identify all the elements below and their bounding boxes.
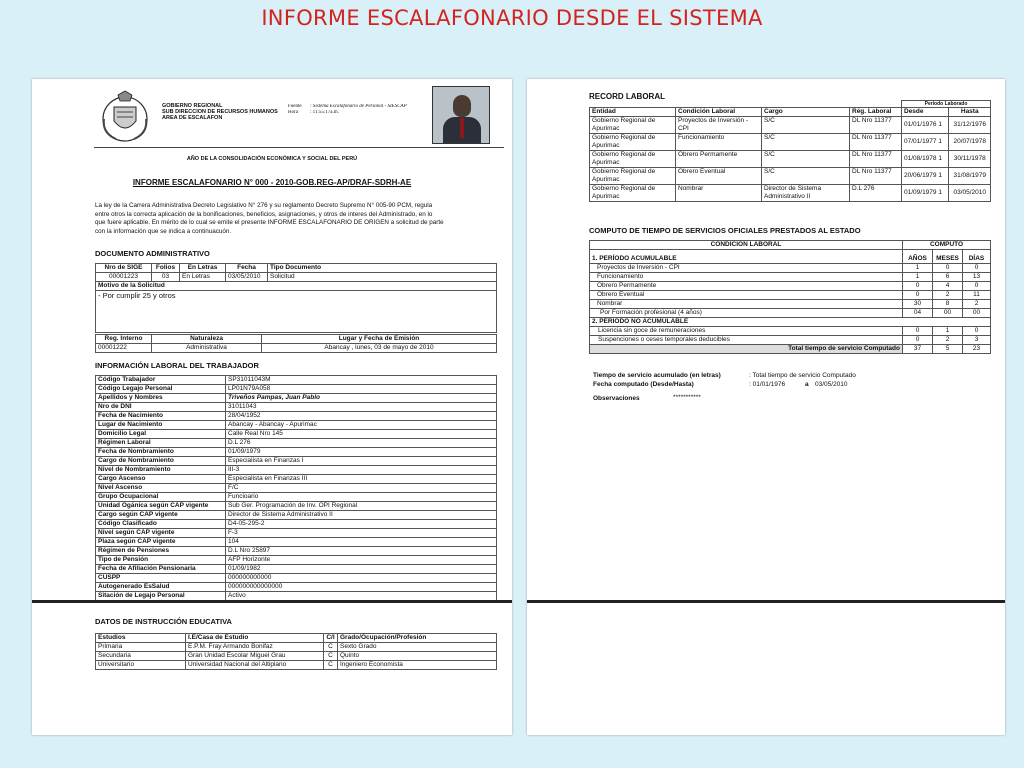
record-cell-line: Gobierno Regional de: [592, 117, 656, 124]
edu-cell: Secundaria: [96, 652, 186, 661]
worker-row: [96, 547, 497, 556]
computo-table: [589, 240, 991, 354]
record-cell-line: Gobierno Regional de: [592, 185, 656, 192]
computo-value: 1: [933, 327, 963, 336]
worker-row: [96, 421, 497, 430]
record-row: [590, 117, 991, 134]
record-cell: [676, 117, 762, 134]
reg-header: Lugar y Fecha de Emisión: [262, 335, 497, 344]
record-row: [590, 151, 991, 168]
coat-of-arms-icon: [100, 89, 150, 143]
worker-field-label: Código Clasificado: [96, 520, 226, 529]
worker-field-label: Tipo de Pensión: [96, 556, 226, 565]
record-cell: [590, 134, 676, 151]
computo-value: 3: [963, 336, 991, 345]
record-cell: [676, 168, 762, 185]
record-cell: DL Nro 11377: [850, 134, 902, 151]
record-header: Desde: [902, 108, 949, 117]
worker-field-value: Especialista en Finanzas I: [226, 457, 497, 466]
computo-value: 6: [933, 273, 963, 282]
worker-field-label: Autogenerado EsSalud: [96, 583, 226, 592]
computo-value: 30: [903, 300, 933, 309]
computo-concept: Suspenciones o ceses temporales deducibles: [590, 336, 903, 345]
worker-field-label: Fecha de Nacimiento: [96, 412, 226, 421]
worker-field-value: 01/09/1982: [226, 565, 497, 574]
record-cell-line: Obrero Permamente: [678, 151, 738, 158]
header-divider: [94, 147, 504, 148]
period-header: Periodo Laborado: [902, 101, 991, 108]
summary-date-to: 03/05/2010: [815, 381, 848, 388]
computo-value: 2: [963, 300, 991, 309]
worker-field-label: Sitación de Legajo Personal: [96, 592, 226, 601]
worker-field-label: Nivel según CAP vigente: [96, 529, 226, 538]
record-cell: 31/08/1979: [949, 168, 991, 185]
total-label: Total tiempo de servicio Computado: [590, 345, 903, 354]
worker-field-value: Funcioario: [226, 493, 497, 502]
worker-row: [96, 583, 497, 592]
worker-field-value: III-3: [226, 466, 497, 475]
reg-cell: Administrativa: [152, 344, 262, 353]
computo-value: 2: [933, 291, 963, 300]
record-cell: DL Nro 11377: [850, 168, 902, 185]
computo-cond-header: CONDICIÓN LABORAL: [590, 241, 903, 250]
record-cell-line: Gobierno Regional de: [592, 151, 656, 158]
record-cell: DL Nro 11377: [850, 117, 902, 134]
worker-row: [96, 556, 497, 565]
scan-edge: [32, 600, 512, 603]
time-value: : 11:55:17a.m.: [310, 110, 339, 115]
worker-row: [96, 529, 497, 538]
computo-subheader: AÑOS: [903, 250, 933, 264]
record-cell: 01/09/1979 1: [902, 185, 949, 202]
computo-value: 04: [903, 309, 933, 318]
record-cell: [590, 117, 676, 134]
edu-header: Grado/Ocupación/Profesión: [338, 634, 497, 643]
record-cell: [762, 134, 850, 151]
doc-header: Tipo Documento: [268, 264, 497, 273]
computo-value: 0: [903, 327, 933, 336]
worker-field-value: D4-05-295-2: [226, 520, 497, 529]
record-cell: [762, 168, 850, 185]
worker-field-value: D.L 276: [226, 439, 497, 448]
computo-value: 4: [933, 282, 963, 291]
worker-row: [96, 394, 497, 403]
org-line-1: GOBIERNO REGIONAL: [162, 103, 223, 109]
worker-field-value: Especialista en Finanzas III: [226, 475, 497, 484]
doc-cell: 03: [152, 273, 180, 282]
record-cell: [676, 151, 762, 168]
worker-field-value: Abancay - Abancay - Apurimac: [226, 421, 497, 430]
worker-field-label: Régimen de Pensiones: [96, 547, 226, 556]
computo-value: 0: [903, 291, 933, 300]
edu-cell: Gran Unidad Escolar Miguel Grau: [186, 652, 324, 661]
worker-field-value: D.L Nro 25897: [226, 547, 497, 556]
record-cell-line: Proyectos de Inversión -: [678, 117, 749, 124]
record-cell-line: S/C: [764, 117, 775, 124]
worker-field-value: 01/09/1979: [226, 448, 497, 457]
worker-row: [96, 475, 497, 484]
computo-subheader: MESES: [933, 250, 963, 264]
org-line-2: SUB DIRECCIÓN DE RECURSOS HUMANOS: [162, 109, 278, 115]
doc-header: En Letras: [180, 264, 226, 273]
obs-value: ***********: [673, 394, 701, 401]
doc-section-title: DOCUMENTO ADMINISTRATIVO: [95, 249, 210, 258]
edu-header: Estudios: [96, 634, 186, 643]
worker-field-value: 000000000000: [226, 574, 497, 583]
record-cell-line: Administrativo II: [764, 193, 811, 200]
computo-value: 1: [903, 273, 933, 282]
motivo-value: - Por cumplir 25 y otros: [96, 291, 497, 333]
worker-field-value: LP01N79A058: [226, 385, 497, 394]
worker-field-value: 000000000000000: [226, 583, 497, 592]
worker-field-label: Fecha de Nombramiento: [96, 448, 226, 457]
reg-header: Naturaleza: [152, 335, 262, 344]
intro-line: que fuere aplicable. En mérito de lo cual se emite el presente INFORME ESCALAFONARIO DE ORIGEN a solicitud de parte: [95, 219, 444, 226]
record-cell-line: CPI: [678, 125, 689, 132]
worker-row: [96, 520, 497, 529]
worker-row: [96, 412, 497, 421]
record-cell: 20/06/1979 1: [902, 168, 949, 185]
record-cell-line: Apurimac: [592, 176, 620, 183]
computo-value: 1: [903, 264, 933, 273]
worker-field-label: Plaza según CAP vigente: [96, 538, 226, 547]
report-page-left: [32, 79, 512, 735]
report-title: INFORME ESCALAFONARIO N° 000 - 2010-GOB.REG-AP/DRAF-SDRH-AE: [132, 178, 412, 187]
edu-cell: Ingeniero Economista: [338, 661, 497, 670]
worker-field-label: Cargo Ascenso: [96, 475, 226, 484]
edu-header: I.E/Casa de Estudio: [186, 634, 324, 643]
worker-field-value: 28/04/1952: [226, 412, 497, 421]
edu-cell: Quinto: [338, 652, 497, 661]
acum-label: 1. PERÍODO ACUMULABLE: [590, 250, 903, 264]
computo-value: 00: [933, 309, 963, 318]
motivo-label: Motivo de la Solicitud: [96, 282, 497, 291]
record-title: RECORD LABORAL: [589, 92, 665, 101]
record-cell: [590, 151, 676, 168]
worker-field-label: Nivel de Nombramiento: [96, 466, 226, 475]
worker-field-label: Domicilio Legal: [96, 430, 226, 439]
worker-field-label: Cargo según CAP vigente: [96, 511, 226, 520]
record-cell: [676, 185, 762, 202]
computo-value: 0: [963, 327, 991, 336]
intro-line: La ley de la Carrera Administrativa Decreto Legislativo N° 276 y su reglamento Decreto Supremo N° 005-90 PCM, regula: [95, 202, 433, 209]
record-cell-line: S/C: [764, 151, 775, 158]
record-cell: [762, 151, 850, 168]
doc-cell: En Letras: [180, 273, 226, 282]
computo-header: COMPUTO: [903, 241, 991, 250]
record-table: [589, 100, 991, 202]
record-cell-line: S/C: [764, 134, 775, 141]
worker-field-value: Triveños Pampas, Juan Pablo: [226, 394, 497, 403]
worker-row: [96, 457, 497, 466]
computo-row: [590, 309, 991, 318]
edu-cell: C: [324, 661, 338, 670]
worker-field-label: Grupo Ocupacional: [96, 493, 226, 502]
record-row: [590, 134, 991, 151]
worker-field-label: Lugar de Nacimiento: [96, 421, 226, 430]
computo-row: [590, 327, 991, 336]
computo-value: 11: [963, 291, 991, 300]
edu-cell: Sexto Grado: [338, 643, 497, 652]
computo-value: 00: [963, 309, 991, 318]
record-cell: 01/01/1976 1: [902, 117, 949, 134]
computo-value: 0: [963, 264, 991, 273]
worker-field-label: Código Legajo Personal: [96, 385, 226, 394]
worker-row: [96, 538, 497, 547]
reg-cell: Abancay , lunes, 03 de mayo de 2010: [262, 344, 497, 353]
record-cell-line: Gobierno Regional de: [592, 168, 656, 175]
reg-cell: 00001222: [96, 344, 152, 353]
year-motto: AÑO DE LA CONSOLIDACIÓN ECONÓMICA Y SOCIAL DEL PERÚ: [186, 156, 358, 162]
record-cell-line: Apurimac: [592, 142, 620, 149]
edu-cell: C: [324, 652, 338, 661]
record-header: Condición Laboral: [676, 108, 762, 117]
record-cell-line: S/C: [764, 168, 775, 175]
reg-header: Reg. Interno: [96, 335, 152, 344]
worker-field-value: Director de Sistema Administrativo II: [226, 511, 497, 520]
edu-header: C/I: [324, 634, 338, 643]
doc-header: Nro de SIGE: [96, 264, 152, 273]
worker-field-label: Apellidos y Nombres: [96, 394, 226, 403]
record-header: Rég. Laboral: [850, 108, 902, 117]
computo-row: [590, 282, 991, 291]
record-row: [590, 168, 991, 185]
worker-field-label: Nro de DNI: [96, 403, 226, 412]
summary-date-sep: a: [805, 381, 809, 388]
worker-row: [96, 502, 497, 511]
worker-field-label: CUSPP: [96, 574, 226, 583]
worker-field-label: Unidad Ogánica según CAP vigente: [96, 502, 226, 511]
computo-concept: Funcionamiento: [590, 273, 903, 282]
edu-cell: E.P.M. Fray Armando Bonifaz: [186, 643, 324, 652]
edu-cell: Universidad Nacional del Altiplano: [186, 661, 324, 670]
summary-time-value: : Total tiempo de servicio Computado: [749, 372, 856, 379]
scan-edge: [527, 600, 1005, 603]
worker-section-title: INFORMACIÓN LABORAL DEL TRABAJADOR: [95, 361, 259, 370]
record-cell: 01/08/1978 1: [902, 151, 949, 168]
worker-row: [96, 448, 497, 457]
record-cell: 30/11/1978: [949, 151, 991, 168]
worker-field-value: SP31011043M: [226, 376, 497, 385]
report-page-right: [527, 79, 1005, 735]
computo-subheader: DÍAS: [963, 250, 991, 264]
worker-field-label: Nivel Ascenso: [96, 484, 226, 493]
total-value: 37: [903, 345, 933, 354]
record-cell: [590, 168, 676, 185]
total-value: 23: [963, 345, 991, 354]
worker-field-label: Régimen Laboral: [96, 439, 226, 448]
record-cell: 07/01/1977 1: [902, 134, 949, 151]
computo-concept: Proyectos de Inversión - CPI: [590, 264, 903, 273]
worker-row: [96, 385, 497, 394]
intro-line: con la información que se indica a continuacuón.: [95, 227, 232, 235]
worker-row: [96, 484, 497, 493]
record-cell: [762, 117, 850, 134]
computo-concept: Licencia sin goce de remuneraciones: [590, 327, 903, 336]
computo-title: COMPUTO DE TIEMPO DE SERVICIOS OFICIALES PRESTADOS AL ESTADO: [589, 226, 861, 235]
record-cell: 20/07/1978: [949, 134, 991, 151]
worker-row: [96, 439, 497, 448]
worker-field-value: F/C: [226, 484, 497, 493]
record-row: [590, 185, 991, 202]
reg-table: [95, 334, 497, 353]
worker-row: [96, 376, 497, 385]
summary-time-label: Tiempo de servicio acumulado (en letras): [593, 372, 721, 379]
computo-row: [590, 336, 991, 345]
worker-field-label: Código Trabajador: [96, 376, 226, 385]
computo-concept: Obrero Permamente: [590, 282, 903, 291]
worker-row: [96, 574, 497, 583]
edu-cell: Universitario: [96, 661, 186, 670]
record-header: Cargo: [762, 108, 850, 117]
worker-field-value: Sub Ger. Programación de Inv. OPI Regional: [226, 502, 497, 511]
doc-cell: Solicitud: [268, 273, 497, 282]
doc-table: [95, 263, 497, 333]
worker-table: [95, 375, 497, 601]
doc-cell: 03/05/2010: [226, 273, 268, 282]
computo-row: [590, 273, 991, 282]
doc-cell: 00001223: [96, 273, 152, 282]
summary-date-label: Fecha computado (Desde/Hasta): [593, 381, 694, 388]
record-cell-line: Obrero Eventual: [678, 168, 726, 175]
computo-row: [590, 264, 991, 273]
computo-concept: Por Formación profesional (4 años): [590, 309, 903, 318]
intro-line: entre otros la correcta aplicación de la bonificaciones, beneficios, asignaciones, y otros de interes del Administrado, en lo: [95, 210, 433, 218]
worker-field-label: Cargo de Nombramiento: [96, 457, 226, 466]
worker-row: [96, 430, 497, 439]
worker-row: [96, 565, 497, 574]
noacum-label: 2. PERIODO NO ACUMULABLE: [590, 318, 991, 327]
slide-title: INFORME ESCALAFONARIO DESDE EL SISTEMA: [261, 6, 763, 30]
source-value: : Sistema Escalafonario de Personal - SIESCAP: [310, 104, 407, 109]
worker-field-value: F-3: [226, 529, 497, 538]
computo-row: [590, 300, 991, 309]
total-value: 5: [933, 345, 963, 354]
record-cell: 03/05/2010: [949, 185, 991, 202]
computo-value: 0: [933, 264, 963, 273]
record-cell-line: Gobierno Regional de: [592, 134, 656, 141]
edu-cell: C: [324, 643, 338, 652]
summary-date-from: : 01/01/1976: [749, 381, 786, 388]
worker-row: [96, 511, 497, 520]
record-cell: D.L 276: [850, 185, 902, 202]
worker-row: [96, 493, 497, 502]
computo-value: 13: [963, 273, 991, 282]
edu-table: [95, 633, 497, 670]
record-cell-line: Director de Sistema: [764, 185, 822, 192]
worker-field-value: Activo: [226, 592, 497, 601]
record-cell-line: Apurimac: [592, 125, 620, 132]
record-cell: DL Nro 11377: [850, 151, 902, 168]
record-cell: [762, 185, 850, 202]
record-cell: [676, 134, 762, 151]
computo-value: 8: [933, 300, 963, 309]
record-header: Hasta: [949, 108, 991, 117]
worker-row: [96, 466, 497, 475]
record-header: Entidad: [590, 108, 676, 117]
computo-value: 0: [903, 282, 933, 291]
record-cell-line: Funcionamiento: [678, 134, 725, 141]
computo-concept: Obrero Eventual: [590, 291, 903, 300]
record-cell-line: Apurimac: [592, 159, 620, 166]
worker-field-label: Fecha de Afiliación Pensionaria: [96, 565, 226, 574]
record-cell-line: Apurimac: [592, 193, 620, 200]
doc-header: Fecha: [226, 264, 268, 273]
record-cell: [590, 185, 676, 202]
computo-concept: Nombrar: [590, 300, 903, 309]
computo-value: 0: [903, 336, 933, 345]
computo-row: [590, 291, 991, 300]
worker-row: [96, 403, 497, 412]
computo-value: 0: [963, 282, 991, 291]
computo-value: 2: [933, 336, 963, 345]
time-label: Hora: [288, 110, 298, 115]
worker-field-value: AFP Horizonte: [226, 556, 497, 565]
intro-paragraph: [95, 202, 495, 236]
record-cell: 31/12/1976: [949, 117, 991, 134]
source-label: Fuente: [288, 104, 302, 109]
obs-label: Observaciones: [593, 395, 640, 402]
worker-field-value: 104: [226, 538, 497, 547]
worker-field-value: 31011043: [226, 403, 497, 412]
edu-cell: Primaria: [96, 643, 186, 652]
worker-field-value: Calle Real Nro 145: [226, 430, 497, 439]
edu-section-title: DATOS DE INSTRUCCIÓN EDUCATIVA: [95, 617, 232, 626]
record-cell-line: Nombrar: [678, 185, 704, 192]
employee-photo: [432, 86, 490, 144]
doc-header: Folios: [152, 264, 180, 273]
org-line-3: ÁREA DE ESCALAFÓN: [162, 115, 223, 121]
